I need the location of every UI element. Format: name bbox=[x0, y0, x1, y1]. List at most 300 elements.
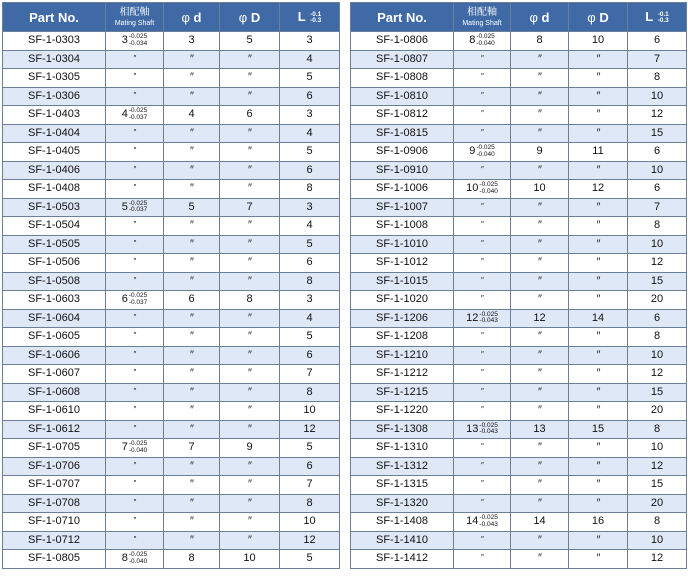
mating-shaft-cell bbox=[106, 291, 164, 310]
outer-diameter-cell: ″ bbox=[569, 291, 628, 310]
shaft-value: ″ bbox=[133, 534, 136, 544]
inner-diameter-cell: ″ bbox=[511, 235, 569, 254]
mating-shaft-cell bbox=[454, 513, 511, 532]
shaft-value: ″ bbox=[480, 109, 484, 119]
mating-shaft-cell bbox=[106, 50, 164, 69]
shaft-value: ″ bbox=[133, 257, 136, 267]
mating-shaft-cell bbox=[106, 494, 164, 513]
table-row bbox=[351, 217, 687, 236]
mating-shaft-cell bbox=[454, 106, 511, 125]
table-row bbox=[351, 383, 687, 402]
inner-diameter-cell: 12 bbox=[511, 309, 569, 328]
outer-diameter-cell: 16 bbox=[569, 513, 628, 532]
table-row bbox=[3, 254, 340, 273]
inner-diameter-cell: ″ bbox=[511, 457, 569, 476]
part-number-cell: SF-1-0807 bbox=[351, 50, 454, 69]
part-number-cell: SF-1-0604 bbox=[3, 309, 106, 328]
tol-upper: -0.1 bbox=[657, 10, 669, 18]
inner-diameter-cell: ″ bbox=[511, 217, 569, 236]
length-cell: 4 bbox=[280, 309, 340, 328]
length-cell: 20 bbox=[628, 494, 687, 513]
shaft-value: ″ bbox=[480, 553, 484, 563]
table-row bbox=[351, 198, 687, 217]
outer-diameter-cell: ″ bbox=[220, 143, 280, 162]
length-cell: 12 bbox=[628, 106, 687, 125]
shaft-value: ″ bbox=[480, 238, 484, 248]
mating-shaft-cell bbox=[454, 272, 511, 291]
inner-diameter-cell: 7 bbox=[164, 439, 220, 458]
outer-diameter-cell: ″ bbox=[569, 217, 628, 236]
shaft-value: ″ bbox=[480, 442, 484, 452]
mating-shaft-cell bbox=[106, 143, 164, 162]
shaft-value: ″ bbox=[133, 331, 136, 341]
outer-diameter-cell: ″ bbox=[220, 272, 280, 291]
table-row bbox=[3, 420, 340, 439]
mating-shaft-cell bbox=[106, 87, 164, 106]
tol-upper: -0.025 bbox=[128, 440, 148, 448]
mating-shaft-cell bbox=[454, 143, 511, 162]
mating-shaft-cell bbox=[106, 124, 164, 143]
length-cell: 7 bbox=[628, 50, 687, 69]
length-cell: 15 bbox=[628, 476, 687, 495]
table-row bbox=[3, 457, 340, 476]
tol-upper: -0.025 bbox=[476, 144, 495, 152]
inner-diameter-cell: 10 bbox=[511, 180, 569, 199]
phi-symbol: φ bbox=[181, 9, 190, 25]
inner-diameter-cell: ″ bbox=[164, 402, 220, 421]
mating-shaft-cell bbox=[106, 328, 164, 347]
tol-lower: -0.043 bbox=[479, 428, 498, 436]
part-number-cell: SF-1-1015 bbox=[351, 272, 454, 291]
tol-lower: -0.043 bbox=[479, 520, 498, 528]
header-row bbox=[3, 3, 340, 32]
length-cell: 3 bbox=[280, 32, 340, 51]
shaft-value: ″ bbox=[133, 368, 136, 378]
outer-diameter-cell: ″ bbox=[220, 309, 280, 328]
table-row bbox=[3, 161, 340, 180]
header-outer-diameter bbox=[220, 3, 280, 32]
table-row bbox=[351, 106, 687, 125]
table-row bbox=[351, 365, 687, 384]
shaft-value: 12 bbox=[466, 311, 479, 324]
table-row bbox=[3, 531, 340, 550]
shaft-tolerance bbox=[129, 201, 147, 214]
outer-diameter-cell: ″ bbox=[569, 494, 628, 513]
length-cell: 10 bbox=[628, 531, 687, 550]
inner-diameter-cell: ″ bbox=[511, 69, 569, 88]
outer-diameter-cell: ″ bbox=[569, 550, 628, 569]
outer-diameter-cell: ″ bbox=[569, 531, 628, 550]
inner-diameter-cell: ″ bbox=[511, 365, 569, 384]
inner-diameter-cell: ″ bbox=[164, 383, 220, 402]
part-number-cell: SF-1-0712 bbox=[3, 531, 106, 550]
outer-diameter-cell: ″ bbox=[569, 235, 628, 254]
header-row bbox=[351, 3, 687, 32]
length-cell: 4 bbox=[280, 50, 340, 69]
mating-shaft-cell bbox=[454, 476, 511, 495]
inner-diameter-cell: ″ bbox=[164, 50, 220, 69]
table-row bbox=[3, 513, 340, 532]
table-row bbox=[351, 494, 687, 513]
mating-shaft-cell bbox=[454, 124, 511, 143]
inner-diameter-cell: ″ bbox=[511, 328, 569, 347]
header-part-no: Part No. bbox=[351, 3, 454, 32]
outer-diameter-cell: ″ bbox=[220, 124, 280, 143]
inner-diameter-cell: 8 bbox=[511, 32, 569, 51]
outer-diameter-cell: ″ bbox=[220, 365, 280, 384]
tol-lower: -0.3 bbox=[657, 17, 669, 25]
inner-diameter-cell: ″ bbox=[164, 365, 220, 384]
outer-diameter-cell: ″ bbox=[569, 254, 628, 273]
header-inner-diameter bbox=[511, 3, 569, 32]
shaft-value: 10 bbox=[466, 182, 479, 195]
spec-table-left bbox=[2, 2, 340, 569]
table-row bbox=[351, 87, 687, 106]
length-cell: 15 bbox=[628, 383, 687, 402]
mating-shaft-cell bbox=[106, 457, 164, 476]
table-body-left bbox=[3, 32, 340, 569]
shaft-value: ″ bbox=[480, 497, 484, 507]
tol-upper: -0.025 bbox=[128, 33, 148, 41]
length-cell: 20 bbox=[628, 402, 687, 421]
header-L-label: L bbox=[297, 9, 306, 25]
table-row bbox=[351, 476, 687, 495]
shaft-value: ″ bbox=[480, 534, 484, 544]
inner-diameter-cell: 8 bbox=[164, 550, 220, 569]
part-number-cell: SF-1-1310 bbox=[351, 439, 454, 458]
table-row bbox=[3, 69, 340, 88]
part-number-cell: SF-1-0608 bbox=[3, 383, 106, 402]
shaft-value: ″ bbox=[133, 423, 136, 433]
shaft-value: ″ bbox=[480, 257, 484, 267]
mating-shaft-cell bbox=[454, 550, 511, 569]
part-number-cell: SF-1-1007 bbox=[351, 198, 454, 217]
inner-diameter-cell: ″ bbox=[164, 143, 220, 162]
outer-diameter-cell: 10 bbox=[569, 32, 628, 51]
inner-diameter-cell: ″ bbox=[511, 550, 569, 569]
inner-diameter-cell: ″ bbox=[511, 383, 569, 402]
inner-diameter-cell: ″ bbox=[511, 291, 569, 310]
part-number-cell: SF-1-1412 bbox=[351, 550, 454, 569]
mating-shaft-cell bbox=[106, 346, 164, 365]
length-cell: 10 bbox=[628, 346, 687, 365]
shaft-value: ″ bbox=[480, 201, 484, 211]
tol-lower: -0.037 bbox=[128, 113, 148, 121]
outer-diameter-cell: ″ bbox=[569, 328, 628, 347]
shaft-value: ″ bbox=[480, 127, 484, 137]
part-number-cell: SF-1-1212 bbox=[351, 365, 454, 384]
shaft-value: 5 bbox=[121, 200, 128, 213]
inner-diameter-cell: ″ bbox=[511, 254, 569, 273]
mating-shaft-cell bbox=[454, 217, 511, 236]
outer-diameter-cell: ″ bbox=[220, 531, 280, 550]
shaft-value: ″ bbox=[480, 479, 484, 489]
mating-shaft-cell bbox=[454, 235, 511, 254]
part-number-cell: SF-1-1208 bbox=[351, 328, 454, 347]
length-cell: 6 bbox=[628, 32, 687, 51]
outer-diameter-cell: ″ bbox=[569, 439, 628, 458]
length-cell: 7 bbox=[628, 198, 687, 217]
part-number-cell: SF-1-0906 bbox=[351, 143, 454, 162]
outer-diameter-cell: ″ bbox=[220, 383, 280, 402]
shaft-value: ″ bbox=[133, 90, 136, 100]
part-number-cell: SF-1-0910 bbox=[351, 161, 454, 180]
outer-diameter-cell: 6 bbox=[220, 106, 280, 125]
shaft-value: ″ bbox=[480, 405, 484, 415]
length-cell: 8 bbox=[280, 272, 340, 291]
inner-diameter-cell: ″ bbox=[511, 161, 569, 180]
header-shaft-en: Mating Shaft bbox=[114, 19, 155, 27]
inner-diameter-cell: ″ bbox=[164, 328, 220, 347]
mating-shaft-cell bbox=[454, 402, 511, 421]
length-cell: 6 bbox=[628, 143, 687, 162]
part-number-cell: SF-1-0404 bbox=[3, 124, 106, 143]
length-cell: 5 bbox=[280, 235, 340, 254]
outer-diameter-cell: 7 bbox=[220, 198, 280, 217]
length-cell: 6 bbox=[628, 309, 687, 328]
outer-diameter-cell: ″ bbox=[569, 457, 628, 476]
shaft-value: ″ bbox=[480, 331, 484, 341]
mating-shaft-cell bbox=[106, 476, 164, 495]
part-number-cell: SF-1-1020 bbox=[351, 291, 454, 310]
header-d-label: d bbox=[541, 9, 550, 25]
shaft-value: 8 bbox=[469, 34, 476, 47]
inner-diameter-cell: ″ bbox=[164, 346, 220, 365]
tol-lower: -0.040 bbox=[479, 187, 498, 195]
inner-diameter-cell: 13 bbox=[511, 420, 569, 439]
length-cell: 8 bbox=[628, 420, 687, 439]
mating-shaft-cell bbox=[454, 69, 511, 88]
header-length bbox=[628, 3, 687, 32]
outer-diameter-cell: ″ bbox=[220, 476, 280, 495]
part-number-cell: SF-1-0304 bbox=[3, 50, 106, 69]
part-number-cell: SF-1-0805 bbox=[3, 550, 106, 569]
length-cell: 4 bbox=[280, 124, 340, 143]
inner-diameter-cell: ″ bbox=[164, 476, 220, 495]
shaft-value: ″ bbox=[133, 183, 136, 193]
tol-upper: -0.025 bbox=[479, 181, 498, 189]
header-L-label: L bbox=[645, 9, 653, 25]
table-row bbox=[351, 124, 687, 143]
phi-symbol: φ bbox=[529, 9, 538, 25]
part-number-cell: SF-1-0606 bbox=[3, 346, 106, 365]
part-number-cell: SF-1-0806 bbox=[351, 32, 454, 51]
length-cell: 6 bbox=[280, 161, 340, 180]
header-length bbox=[280, 3, 340, 32]
part-number-cell: SF-1-1408 bbox=[351, 513, 454, 532]
table-row bbox=[351, 272, 687, 291]
table-row bbox=[3, 106, 340, 125]
part-number-cell: SF-1-0812 bbox=[351, 106, 454, 125]
outer-diameter-cell: ″ bbox=[220, 494, 280, 513]
length-cell: 7 bbox=[280, 476, 340, 495]
length-cell: 10 bbox=[628, 161, 687, 180]
table-row bbox=[3, 291, 340, 310]
table-row bbox=[3, 87, 340, 106]
part-number-cell: SF-1-0810 bbox=[351, 87, 454, 106]
inner-diameter-cell: ″ bbox=[511, 402, 569, 421]
tol-upper: -0.025 bbox=[128, 107, 148, 115]
table-row bbox=[351, 254, 687, 273]
length-cell: 12 bbox=[280, 531, 340, 550]
tol-upper: -0.025 bbox=[128, 551, 148, 559]
inner-diameter-cell: ″ bbox=[164, 180, 220, 199]
table-row bbox=[351, 550, 687, 569]
part-number-cell: SF-1-1008 bbox=[351, 217, 454, 236]
inner-diameter-cell: ″ bbox=[164, 124, 220, 143]
length-cell: 12 bbox=[628, 254, 687, 273]
part-number-cell: SF-1-0707 bbox=[3, 476, 106, 495]
part-number-cell: SF-1-1206 bbox=[351, 309, 454, 328]
header-D-label: D bbox=[599, 9, 609, 25]
mating-shaft-cell bbox=[106, 106, 164, 125]
outer-diameter-cell: ″ bbox=[220, 50, 280, 69]
mating-shaft-cell bbox=[454, 346, 511, 365]
length-cell: 10 bbox=[280, 402, 340, 421]
length-cell: 3 bbox=[280, 291, 340, 310]
outer-diameter-cell: 12 bbox=[569, 180, 628, 199]
shaft-tolerance bbox=[479, 312, 497, 325]
inner-diameter-cell: ″ bbox=[164, 161, 220, 180]
table-row bbox=[3, 309, 340, 328]
length-cell: 10 bbox=[628, 439, 687, 458]
outer-diameter-cell: 9 bbox=[220, 439, 280, 458]
shaft-value: ″ bbox=[133, 479, 136, 489]
outer-diameter-cell: ″ bbox=[220, 402, 280, 421]
shaft-tolerance bbox=[129, 34, 147, 47]
inner-diameter-cell: ″ bbox=[511, 198, 569, 217]
header-inner-diameter bbox=[164, 3, 220, 32]
inner-diameter-cell: ″ bbox=[164, 531, 220, 550]
inner-diameter-cell: ″ bbox=[511, 531, 569, 550]
part-number-cell: SF-1-0505 bbox=[3, 235, 106, 254]
table-row bbox=[351, 291, 687, 310]
length-cell: 7 bbox=[280, 365, 340, 384]
part-number-cell: SF-1-1312 bbox=[351, 457, 454, 476]
part-number-cell: SF-1-0406 bbox=[3, 161, 106, 180]
table-row bbox=[3, 476, 340, 495]
length-cell: 12 bbox=[628, 550, 687, 569]
length-cell: 8 bbox=[280, 383, 340, 402]
tol-lower: -0.037 bbox=[128, 298, 148, 306]
tol-upper: -0.025 bbox=[479, 310, 498, 318]
part-number-cell: SF-1-0605 bbox=[3, 328, 106, 347]
inner-diameter-cell: ″ bbox=[164, 254, 220, 273]
outer-diameter-cell: ″ bbox=[220, 87, 280, 106]
outer-diameter-cell: ″ bbox=[220, 420, 280, 439]
mating-shaft-cell bbox=[106, 254, 164, 273]
shaft-value: ″ bbox=[480, 164, 484, 174]
length-cell: 8 bbox=[628, 328, 687, 347]
shaft-value: ″ bbox=[480, 294, 484, 304]
inner-diameter-cell: ″ bbox=[511, 87, 569, 106]
length-cell: 6 bbox=[280, 87, 340, 106]
table-row bbox=[351, 161, 687, 180]
part-number-cell: SF-1-0612 bbox=[3, 420, 106, 439]
shaft-value: ″ bbox=[480, 460, 484, 470]
tol-upper: -0.025 bbox=[128, 292, 148, 300]
shaft-value: ″ bbox=[480, 349, 484, 359]
table-row bbox=[3, 328, 340, 347]
shaft-value: ″ bbox=[480, 386, 484, 396]
part-number-cell: SF-1-1006 bbox=[351, 180, 454, 199]
mating-shaft-cell bbox=[454, 309, 511, 328]
part-number-cell: SF-1-0403 bbox=[3, 106, 106, 125]
length-cell: 6 bbox=[280, 457, 340, 476]
table-row bbox=[351, 32, 687, 51]
inner-diameter-cell: ″ bbox=[164, 513, 220, 532]
shaft-tolerance bbox=[479, 423, 497, 436]
table-row bbox=[351, 402, 687, 421]
shaft-value: 7 bbox=[121, 441, 128, 454]
inner-diameter-cell: ″ bbox=[164, 272, 220, 291]
outer-diameter-cell: ″ bbox=[220, 346, 280, 365]
phi-symbol: φ bbox=[587, 9, 596, 25]
mating-shaft-cell bbox=[454, 328, 511, 347]
mating-shaft-cell bbox=[106, 217, 164, 236]
length-cell: 4 bbox=[280, 217, 340, 236]
mating-shaft-cell bbox=[106, 402, 164, 421]
inner-diameter-cell: 4 bbox=[164, 106, 220, 125]
table-row bbox=[351, 513, 687, 532]
mating-shaft-cell bbox=[454, 457, 511, 476]
inner-diameter-cell: ″ bbox=[511, 50, 569, 69]
header-D-label: D bbox=[250, 9, 261, 25]
outer-diameter-cell: ″ bbox=[569, 198, 628, 217]
header-mating-shaft bbox=[454, 3, 511, 32]
header-part-no: Part No. bbox=[3, 3, 106, 32]
mating-shaft-cell bbox=[106, 383, 164, 402]
table-row bbox=[3, 383, 340, 402]
mating-shaft-cell bbox=[106, 513, 164, 532]
tol-upper: -0.025 bbox=[479, 421, 498, 429]
mating-shaft-cell bbox=[454, 161, 511, 180]
inner-diameter-cell: 14 bbox=[511, 513, 569, 532]
mating-shaft-cell bbox=[454, 365, 511, 384]
shaft-value: ″ bbox=[133, 127, 136, 137]
length-cell: 5 bbox=[280, 328, 340, 347]
part-number-cell: SF-1-0705 bbox=[3, 439, 106, 458]
table-row bbox=[3, 365, 340, 384]
length-cell: 8 bbox=[280, 494, 340, 513]
inner-diameter-cell: 6 bbox=[164, 291, 220, 310]
length-cell: 6 bbox=[628, 180, 687, 199]
outer-diameter-cell: ″ bbox=[220, 457, 280, 476]
outer-diameter-cell: ″ bbox=[569, 365, 628, 384]
table-row bbox=[351, 143, 687, 162]
spec-table-right bbox=[350, 2, 687, 569]
inner-diameter-cell: ″ bbox=[511, 494, 569, 513]
outer-diameter-cell: ″ bbox=[220, 513, 280, 532]
part-number-cell: SF-1-0503 bbox=[3, 198, 106, 217]
length-cell: 8 bbox=[628, 217, 687, 236]
length-cell: 12 bbox=[280, 420, 340, 439]
length-cell: 6 bbox=[280, 346, 340, 365]
length-cell: 5 bbox=[280, 439, 340, 458]
table-row bbox=[351, 420, 687, 439]
mating-shaft-cell bbox=[106, 365, 164, 384]
mating-shaft-cell bbox=[106, 550, 164, 569]
shaft-value: ″ bbox=[133, 220, 136, 230]
tol-lower: -0.040 bbox=[128, 557, 148, 565]
part-number-cell: SF-1-0708 bbox=[3, 494, 106, 513]
outer-diameter-cell: ″ bbox=[569, 69, 628, 88]
inner-diameter-cell: ″ bbox=[164, 217, 220, 236]
shaft-tolerance bbox=[479, 182, 497, 195]
table-row bbox=[3, 439, 340, 458]
shaft-value: 4 bbox=[121, 108, 128, 121]
table-row bbox=[351, 309, 687, 328]
